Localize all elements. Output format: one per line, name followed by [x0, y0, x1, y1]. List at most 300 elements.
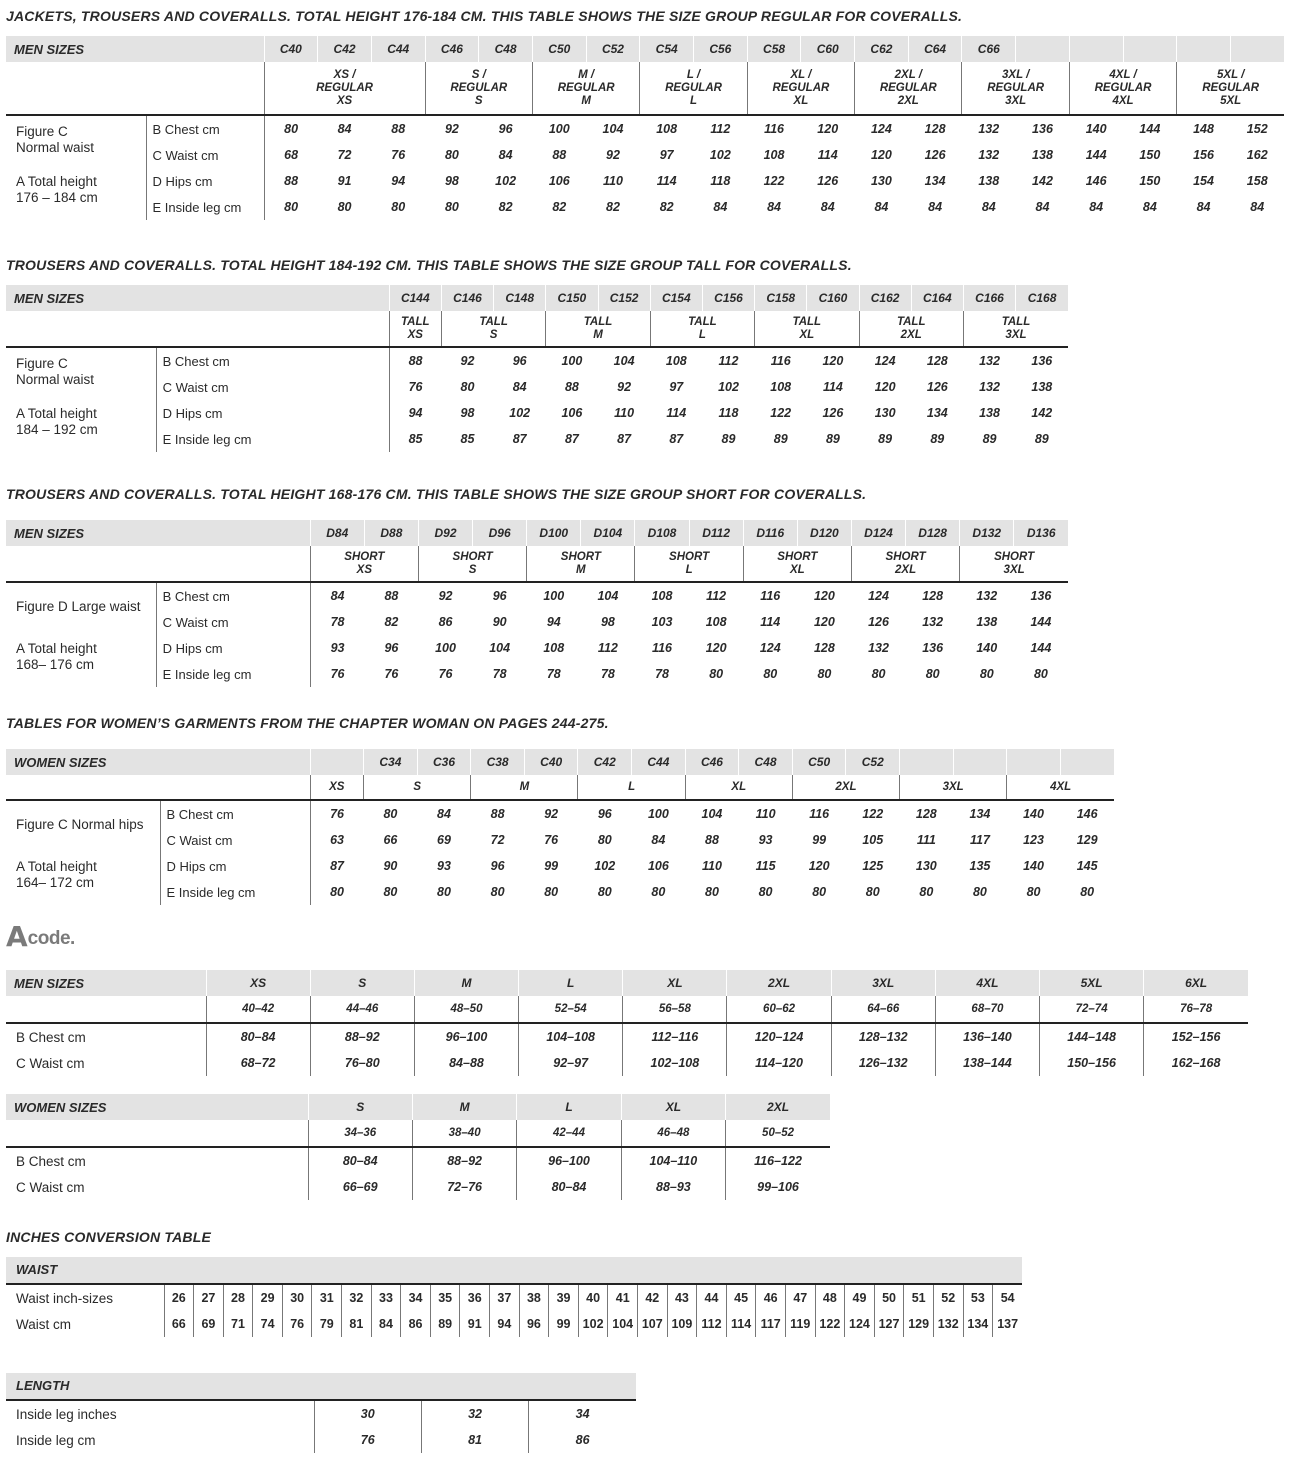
measure-row — [6, 879, 1114, 905]
measure-value: 76 — [310, 800, 364, 827]
size-group — [747, 62, 854, 115]
conversion-value: 31 — [312, 1285, 342, 1311]
range-spacer — [6, 996, 206, 1023]
measure-value: 80 — [383, 807, 398, 821]
size-group-line: TALL — [401, 315, 430, 328]
measure-value: 144 — [1030, 641, 1052, 655]
conversion-value: 27 — [194, 1285, 224, 1311]
height-label — [16, 641, 156, 673]
measure-value: 100 — [548, 122, 570, 136]
section-heading: INCHES CONVERSION TABLE — [6, 1229, 212, 1245]
measure-value: 96 — [490, 859, 505, 873]
measure-value: 76 — [438, 667, 453, 681]
conversion-value: 81 — [421, 1427, 528, 1453]
size-group-line: 2XL / — [894, 68, 922, 81]
size-label: 4XL — [935, 970, 1039, 996]
measure-value: 84 — [512, 380, 527, 394]
measure-value: 92–97 — [519, 1050, 623, 1076]
measure-row — [6, 582, 1068, 609]
size-group-row — [6, 775, 1114, 800]
size-code: C62 — [855, 36, 909, 62]
measure-value: 114 — [656, 174, 677, 188]
size-code: C60 — [801, 36, 855, 62]
measure-value: 104 — [602, 122, 624, 136]
size-range: 72–74 — [1040, 996, 1144, 1023]
conversion-name: Inside leg cm — [16, 1432, 96, 1448]
size-range: 52–54 — [519, 996, 623, 1023]
conversion-value: 34 — [529, 1401, 636, 1427]
measure-value: 110 — [702, 859, 722, 873]
measure-value: 108 — [763, 148, 785, 162]
size-label: L — [517, 1094, 621, 1120]
size-group-line: XL — [789, 563, 805, 576]
table-header-row — [6, 970, 1248, 996]
measure-value: 80 — [925, 667, 940, 681]
size-code: D116 — [743, 520, 797, 546]
figure-cell — [6, 347, 156, 452]
table-header-row — [6, 520, 1068, 546]
conversion-value: 117 — [756, 1311, 786, 1337]
measure-value: 126 — [817, 174, 839, 188]
figure-line: A Total height — [16, 641, 97, 656]
size-group-line: TALL — [1001, 315, 1031, 328]
measure-value: 110 — [755, 807, 776, 821]
measure-value: 92 — [617, 380, 632, 394]
figure-cell — [6, 582, 156, 687]
measure-value: 120 — [808, 859, 830, 873]
size-code: D100 — [527, 520, 581, 546]
size-group-line: XL / — [790, 68, 812, 81]
measure-value: 112 — [710, 122, 731, 136]
conversion-row — [6, 1285, 1022, 1311]
measure-value: 78 — [600, 667, 615, 681]
length-conversion-table — [6, 1401, 636, 1453]
size-group-line: SHORT — [452, 550, 493, 563]
measure-value: 80 — [444, 200, 459, 214]
conversion-value: 107 — [638, 1311, 668, 1337]
measure-value: 158 — [1246, 174, 1268, 188]
measure-value: 90 — [383, 859, 398, 873]
size-code — [953, 749, 1007, 775]
size-group-line: 2XL — [897, 94, 919, 107]
height-label — [16, 859, 160, 891]
measure-value: 80 — [1033, 667, 1048, 681]
size-code: C164 — [911, 285, 963, 311]
measure-value: 68 — [264, 142, 318, 168]
measure-value: 120 — [822, 354, 844, 368]
conversion-value: 40 — [578, 1285, 608, 1311]
measure-value: 112 — [706, 589, 727, 603]
conversion-value: 127 — [874, 1311, 904, 1337]
size-code: D96 — [473, 520, 527, 546]
measure-value: 80–84 — [517, 1174, 621, 1200]
measure-value: 88–92 — [310, 1023, 414, 1050]
measure-value: 80 — [1026, 885, 1041, 899]
size-range: 48–50 — [414, 996, 518, 1023]
conversion-value: 74 — [253, 1311, 283, 1337]
measure-value: 80–84 — [308, 1147, 412, 1174]
conversion-value: 86 — [401, 1311, 431, 1337]
size-group-line: M — [581, 94, 591, 107]
size-code: D136 — [1014, 520, 1068, 546]
measure-value: 72–76 — [412, 1174, 516, 1200]
measure-value: 84 — [1089, 200, 1104, 214]
conversion-value: 49 — [845, 1285, 875, 1311]
measure-value: 120 — [813, 589, 835, 603]
size-group — [859, 311, 963, 347]
measure-value: 122 — [862, 807, 884, 821]
size-group-line: 5XL / — [1217, 68, 1245, 81]
measure-value: 80 — [812, 885, 827, 899]
size-group-line: 3XL — [1005, 328, 1027, 341]
size-range: 68–70 — [935, 996, 1039, 1023]
size-label: 6XL — [1144, 970, 1248, 996]
measure-row — [6, 661, 1068, 687]
measure-value: 124 — [868, 589, 889, 603]
measure-value: 93 — [758, 833, 773, 847]
measure-value: 80 — [444, 148, 459, 162]
size-code: C44 — [371, 36, 425, 62]
size-group-line: SHORT — [885, 550, 926, 563]
conversion-value: 32 — [421, 1401, 528, 1427]
conversion-value: 43 — [667, 1285, 697, 1311]
measure-value: 126 — [924, 148, 946, 162]
measure-value: 115 — [755, 859, 776, 873]
measure-value: 126 — [822, 406, 844, 420]
measure-value: 84 — [1142, 200, 1157, 214]
size-group-line: XL — [793, 94, 809, 107]
measure-value: 150–156 — [1040, 1050, 1144, 1076]
size-group: L — [578, 775, 685, 800]
conversion-value: 50 — [874, 1285, 904, 1311]
measure-name: D Hips cm — [156, 400, 389, 426]
measure-value: 129 — [1076, 833, 1098, 847]
measure-value: 122 — [770, 406, 792, 420]
size-group-line: 3XL / — [1002, 68, 1030, 81]
section-acode-men — [6, 970, 1248, 1076]
measure-value: 88 — [391, 122, 406, 136]
size-code: C38 — [471, 749, 525, 775]
size-table-women — [6, 749, 1114, 905]
figure-label — [16, 356, 156, 388]
measure-value: 80 — [979, 667, 994, 681]
measure-value: 85 — [460, 432, 475, 446]
size-group — [264, 62, 425, 115]
conversion-value: 47 — [785, 1285, 815, 1311]
size-code: C150 — [546, 285, 598, 311]
measure-value: 80 — [597, 833, 612, 847]
measure-row — [6, 800, 1114, 827]
measure-value: 80 — [437, 885, 451, 899]
size-group-line: L — [698, 328, 706, 341]
table-header-row — [6, 1094, 830, 1120]
measure-value: 87 — [512, 432, 527, 446]
acode-women-table — [6, 1094, 830, 1200]
measure-value: 126–132 — [831, 1050, 935, 1076]
logo-mark: A — [6, 920, 28, 953]
size-range: 38–40 — [412, 1120, 516, 1147]
measure-value: 76 — [391, 148, 406, 162]
size-code: C52 — [846, 749, 900, 775]
size-code — [1060, 749, 1114, 775]
measure-value: 102–108 — [623, 1050, 727, 1076]
measure-value: 116 — [764, 122, 785, 136]
measure-value: 108 — [656, 122, 678, 136]
size-code: C46 — [425, 36, 479, 62]
figure-line: 168– 176 cm — [16, 657, 95, 672]
measure-value: 69 — [437, 833, 451, 847]
size-group: 3XL — [900, 775, 1007, 800]
conversion-value: 76 — [282, 1311, 312, 1337]
section-heading: TROUSERS AND COVERALLS. TOTAL HEIGHT 168-176 CM. THIS TABLE SHOWS THE SIZE GROUP SHORT FOR COVERALLS. — [6, 486, 867, 502]
measure-name: E Inside leg cm — [160, 879, 310, 905]
size-group: XS — [310, 775, 364, 800]
size-group — [962, 62, 1069, 115]
measure-value: 146 — [1085, 174, 1107, 188]
conversion-value: 122 — [815, 1311, 845, 1337]
size-label: 5XL — [1040, 970, 1144, 996]
measure-value: 136 — [1032, 122, 1053, 136]
size-code: C48 — [739, 749, 793, 775]
size-group: S — [364, 775, 471, 800]
header-label: MEN SIZES — [6, 36, 264, 62]
measure-value: 76 — [384, 667, 399, 681]
measure-value: 102 — [718, 380, 739, 394]
waist-bar: WAIST — [6, 1257, 1022, 1285]
measure-value: 146 — [1076, 807, 1098, 821]
length-bar: LENGTH — [6, 1373, 636, 1401]
measure-value: 114 — [822, 380, 843, 394]
measure-value: 80 — [460, 380, 475, 394]
measure-value: 108 — [770, 380, 792, 394]
measure-name: C Waist cm — [160, 827, 310, 853]
measure-row — [6, 635, 1068, 661]
size-group — [527, 546, 635, 582]
measure-value: 150 — [1139, 174, 1161, 188]
size-code: C40 — [264, 36, 318, 62]
measure-value: 102 — [509, 406, 531, 420]
size-code — [900, 749, 954, 775]
measure-value: 134 — [969, 807, 991, 821]
size-group-line: S — [474, 94, 483, 107]
measure-value: 112 — [718, 354, 739, 368]
measure-name: C Waist cm — [146, 142, 264, 168]
conversion-value: 104 — [608, 1311, 638, 1337]
conversion-value: 71 — [223, 1311, 253, 1337]
measure-value: 80 — [972, 885, 987, 899]
range-row — [6, 1120, 830, 1147]
size-group-line: REGULAR — [665, 81, 722, 94]
measure-row — [6, 1023, 1248, 1050]
section-short — [6, 484, 1068, 687]
size-code: C152 — [598, 285, 650, 311]
size-group-line: XL — [799, 328, 815, 341]
size-group-line: 3XL — [1005, 94, 1027, 107]
measure-value: 80 — [490, 885, 505, 899]
measure-value: 102 — [594, 859, 616, 873]
measure-value: 99 — [544, 859, 559, 873]
size-label: M — [412, 1094, 516, 1120]
measure-value: 116–122 — [726, 1147, 830, 1174]
measure-value: 92 — [544, 807, 559, 821]
size-group-line: REGULAR — [557, 81, 615, 94]
size-group — [960, 546, 1068, 582]
size-group-line: REGULAR — [450, 81, 508, 94]
measure-row — [6, 1147, 830, 1174]
size-group-line: 4XL / — [1109, 68, 1137, 81]
measure-value: 134 — [924, 174, 946, 188]
figure-line: A Total height — [16, 174, 97, 189]
conversion-value: 96 — [519, 1311, 549, 1337]
size-label: XL — [621, 1094, 725, 1120]
measure-value: 88–93 — [621, 1174, 725, 1200]
header-label: WOMEN SIZES — [6, 1094, 308, 1120]
measure-value: 138 — [976, 615, 998, 629]
conversion-value: 52 — [933, 1285, 963, 1311]
measure-value: 84 — [498, 148, 513, 162]
size-group-line: REGULAR — [879, 81, 937, 94]
size-group-row — [6, 311, 1068, 347]
size-code: C64 — [908, 36, 962, 62]
measure-value: 123 — [1023, 833, 1044, 847]
section-acode-women — [6, 1094, 830, 1200]
measure-value: 84 — [1196, 200, 1211, 214]
measure-value: 98 — [600, 615, 615, 629]
size-code: C58 — [747, 36, 801, 62]
acode-logo — [6, 920, 75, 953]
measure-value: 114 — [817, 148, 838, 162]
table-header-row — [6, 285, 1068, 311]
conversion-value: 38 — [519, 1285, 549, 1311]
figure-line: 164– 172 cm — [16, 875, 95, 890]
measure-value: 68–72 — [206, 1050, 310, 1076]
measure-value: 63 — [310, 827, 364, 853]
measure-value: 93 — [310, 635, 364, 661]
measure-value: 96 — [498, 122, 513, 136]
measure-value: 98 — [444, 174, 459, 188]
measure-value: 84 — [820, 200, 835, 214]
measure-value: 80 — [758, 885, 773, 899]
measure-value: 87 — [310, 853, 364, 879]
measure-value: 138 — [1032, 148, 1053, 162]
conversion-value: 86 — [529, 1427, 636, 1453]
size-group-line: L — [685, 563, 693, 576]
figure-cell — [6, 800, 160, 905]
measure-value: 128 — [924, 122, 946, 136]
measure-value: 104–108 — [519, 1023, 623, 1050]
size-label: M — [414, 970, 518, 996]
measure-value: 104 — [489, 641, 511, 655]
measure-name: E Inside leg cm — [146, 194, 264, 220]
measure-value: 114 — [666, 406, 687, 420]
size-code: C160 — [807, 285, 859, 311]
conversion-value: 99 — [549, 1311, 579, 1337]
size-group-row — [6, 546, 1068, 582]
measure-name: D Hips cm — [160, 853, 310, 879]
measure-value: 80 — [705, 885, 719, 899]
conversion-value: 81 — [342, 1311, 372, 1337]
conversion-value: 29 — [253, 1285, 283, 1311]
figure-line: A Total height — [16, 406, 97, 421]
section-heading: JACKETS, TROUSERS AND COVERALLS. TOTAL HEIGHT 176-184 CM. THIS TABLE SHOWS THE SIZE GROUP REGULAR FOR COVERALLS. — [6, 8, 963, 24]
conversion-value: 137 — [993, 1311, 1023, 1337]
size-group: 4XL — [1007, 775, 1114, 800]
size-code: C52 — [586, 36, 640, 62]
measure-value: 85 — [389, 426, 441, 452]
size-code: D92 — [418, 520, 472, 546]
measure-value: 124 — [870, 122, 892, 136]
measure-value: 89 — [982, 432, 997, 446]
size-group-line: REGULAR — [316, 81, 373, 94]
measure-value: 89 — [721, 432, 736, 446]
conversion-value: 41 — [608, 1285, 638, 1311]
size-code: C44 — [632, 749, 686, 775]
size-table-regular — [6, 36, 1284, 220]
measure-value: 89 — [773, 432, 788, 446]
measure-value: 84 — [1035, 200, 1050, 214]
conversion-value: 36 — [460, 1285, 490, 1311]
range-row — [6, 996, 1248, 1023]
measure-value: 84 — [928, 200, 943, 214]
measure-value: 138 — [1031, 380, 1053, 394]
measure-value: 76–80 — [310, 1050, 414, 1076]
measure-row — [6, 142, 1284, 168]
size-group: XL — [685, 775, 792, 800]
size-code: C42 — [318, 36, 372, 62]
conversion-name: Waist cm — [16, 1316, 71, 1332]
measure-value: 108 — [543, 641, 565, 655]
conversion-row — [6, 1311, 1022, 1337]
size-group — [963, 311, 1068, 347]
table-header-row — [6, 36, 1284, 62]
measure-name: B Chest cm — [16, 1029, 86, 1045]
measure-name: B Chest cm — [16, 1153, 86, 1169]
measure-value: 88 — [384, 589, 399, 603]
measure-value: 80 — [310, 879, 364, 905]
measure-value: 99–106 — [726, 1174, 830, 1200]
size-group-line: L — [690, 94, 698, 107]
size-code — [310, 749, 364, 775]
measure-value: 132 — [976, 589, 998, 603]
size-group — [635, 546, 743, 582]
figure-label — [16, 591, 156, 615]
height-label — [16, 174, 146, 206]
size-range: 60–62 — [727, 996, 831, 1023]
conversion-value: 102 — [578, 1311, 608, 1337]
measure-value: 120 — [870, 148, 892, 162]
size-code: D84 — [310, 520, 364, 546]
size-group — [441, 311, 545, 347]
size-code: C46 — [685, 749, 739, 775]
measure-value: 132 — [978, 122, 1000, 136]
conversion-value: 44 — [697, 1285, 727, 1311]
figure-line: Figure C Normal hips — [16, 817, 144, 832]
measure-value: 80 — [865, 885, 880, 899]
section-inches — [6, 1227, 1022, 1453]
measure-value: 88 — [389, 347, 441, 374]
measure-value: 116 — [652, 641, 672, 655]
waist-conversion — [6, 1257, 1022, 1337]
size-code: C56 — [694, 36, 748, 62]
size-group-line: XS / — [333, 68, 356, 81]
measure-value: 114 — [760, 615, 781, 629]
measure-value: 80 — [763, 667, 778, 681]
size-range: 34–36 — [308, 1120, 412, 1147]
conversion-value: 94 — [490, 1311, 520, 1337]
size-code: D112 — [689, 520, 743, 546]
conversion-value: 30 — [282, 1285, 312, 1311]
measure-value: 82 — [498, 200, 513, 214]
